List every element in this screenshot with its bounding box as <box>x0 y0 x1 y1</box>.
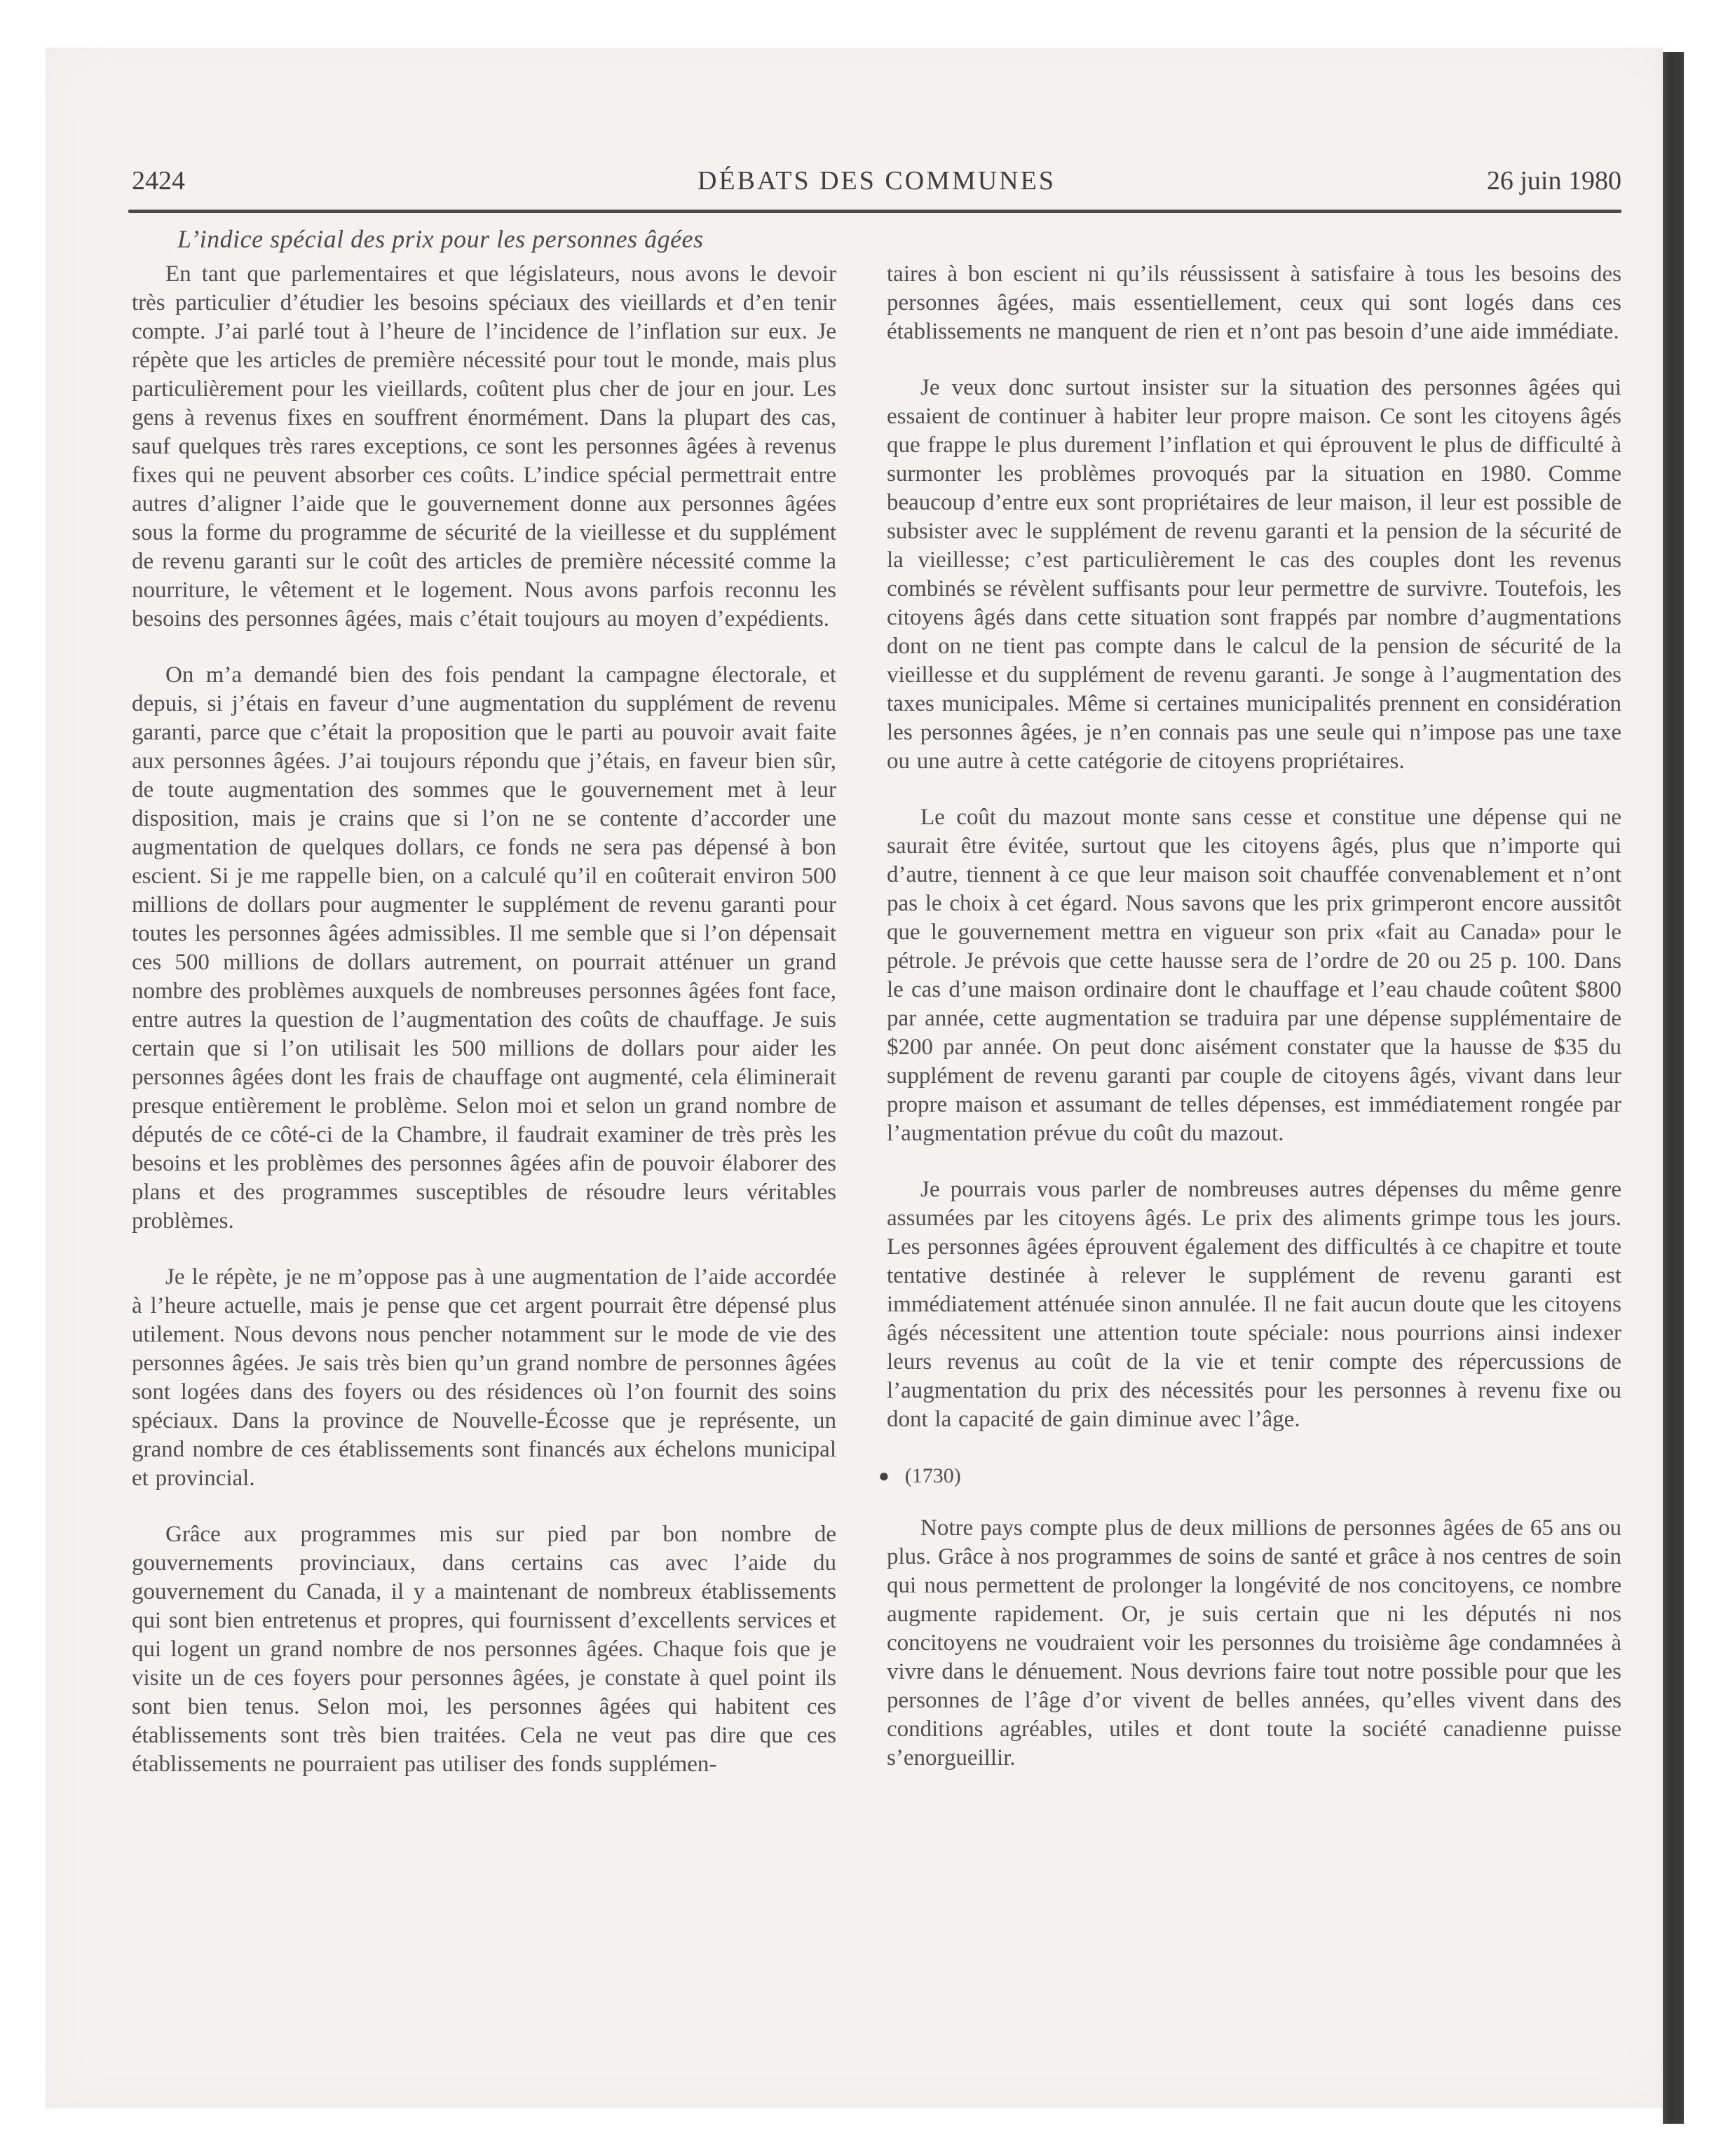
paragraph: taires à bon escient ni qu’ils réussissent à satisfaire à tous les besoins des personnes âgées, mais essentiellement, ceux qui sont logés dans ces établissements ne manquent de rien et n’ont pas besoin d’une aide immédiate. <box>887 261 1621 344</box>
paragraph: On m’a demandé bien des fois pendant la campagne électorale, et depuis, si j’étais en faveur d’une augmentation du supplément de revenu garanti, parce que c’était la proposition que le parti au pouvoir avait faite aux personnes âgées. J’ai toujours répondu que j’étais, en faveur bien sûr, de toute augmentation des sommes que le gouvernement met à leur disposition, mais je crains que si l’on ne se contente d’accorder une augmentation de quelques dollars, ce fonds ne sera pas dépensé à bon escient. Si je me rappelle bien, on a calculé qu’il en coûterait environ 500 millions de dollars pour augmenter le supplément de revenu garanti pour toutes les personnes âgées admissibles. Il me semble que si l’on dépensait ces 500 millions de dollars autrement, on pourrait atténuer un grand nombre des problèmes auxquels de nombreuses personnes âgées font face, entre autres la question de l’augmentation des coûts de chauffage. Je suis certain que si l’on utilisait les 500 millions de dollars pour aider les personnes âgées dont les frais de chauffage ont augmenté, cela éliminerait presque entièrement le problème. Selon moi et selon un grand nombre de députés de ce côté-ci de la Chambre, il faudrait examiner de très près les besoins et les problèmes des personnes âgées afin de pouvoir élaborer des plans et des programmes susceptibles de résoudre leurs véritables problèmes. <box>132 662 836 1234</box>
page-header <box>132 165 1621 207</box>
issue-date: 26 juin 1980 <box>1486 166 1621 196</box>
paragraph: Notre pays compte plus de deux millions de personnes âgées de 65 ans ou plus. Grâce à nos programmes de soins de santé et grâce à nos centres de soin qui nous permettent de prolonger la longévité de nos concitoyens, ce nombre augmente rapidement. Or, je suis certain que ni les députés ni nos concitoyens ne voudraient voir les personnes du troisième âge condamnées à vivre dans le dénuement. Nous devrions faire tout notre possible pour que les personnes de l’âge d’or vivent de belles années, qu’elles vivent dans des conditions agréables, utiles et dont toute la société canadienne puisse s’enorgueillir. <box>887 1515 1621 1770</box>
page-number: 2424 <box>132 166 185 196</box>
journal-title: DÉBATS DES COMMUNES <box>698 166 1056 196</box>
paragraph: Je le répète, je ne m’oppose pas à une augmentation de l’aide accordée à l’heure actuelle, mais je pense que cet argent pourrait être dépensé plus utilement. Nous devons nous pencher notamment sur le mode de vie des personnes âgées. Je sais très bien qu’un grand nombre de personnes âgées sont logées dans des foyers ou des résidences où l’on fournit des soins spéciaux. Dans la province de Nouvelle-Écosse que je représente, un grand nombre de ces établissements sont financés aux échelons municipal et provincial. <box>132 1264 836 1491</box>
paragraph: Je veux donc surtout insister sur la situation des personnes âgées qui essaient de continuer à habiter leur propre maison. Ce sont les citoyens âgés que frappe le plus durement l’inflation et qui éprouvent le plus de difficulté à surmonter les problèmes provoqués par la situation en 1980. Comme beaucoup d’entre eux sont propriétaires de leur maison, il leur est possible de subsister avec le supplément de revenu garanti et la pension de la sécurité de la vieillesse; c’est particulièrement le cas des couples dont les revenus combinés se révèlent suffisants pour leur permettre de survivre. Toutefois, les citoyens âgés dans cette situation sont frappés par nombre d’augmentations dont on ne tient pas compte dans le calcul de la pension de sécurité de la vieillesse et du supplément de revenu garanti. Je songe à l’augmentation des taxes municipales. Même si certaines municipalités prennent en considération les personnes âgées, je n’en connais pas une seule qui n’impose pas une taxe ou une autre à cette catégorie de citoyens propriétaires. <box>887 375 1621 774</box>
left-column <box>132 260 836 1806</box>
book-edge-shadow <box>1663 52 1684 2124</box>
document-page <box>46 48 1663 2108</box>
paragraph: En tant que parlementaires et que législateurs, nous avons le devoir très particulier d’étudier les besoins spéciaux des vieillards et d’en tenir compte. J’ai parlé tout à l’heure de l’incidence de l’inflation sur eux. Je répète que les articles de première nécessité pour tout le monde, mais plus particulièrement pour les vieillards, coûtent plus cher de jour en jour. Les gens à revenus fixes en souffrent énormément. Dans la plupart des cas, sauf quelques très rares exceptions, ce sont les personnes âgées à revenus fixes qui ne peuvent absorber ces coûts. L’indice spécial permettrait entre autres d’aligner l’aide que le gouvernement donne aux personnes âgées sous la forme du programme de sécurité de la vieillesse et du supplément de revenu garanti sur le coût des articles de première nécessité comme la nourriture, le vêtement et le logement. Nous avons parfois reconnu les besoins des personnes âgées, mais c’était toujours au moyen d’expédients. <box>132 261 836 632</box>
header-rule <box>128 210 1621 213</box>
right-column <box>878 260 1621 1800</box>
section-heading: L’indice spécial des prix pour les personnes âgées <box>177 225 704 253</box>
paragraph: Le coût du mazout monte sans cesse et constitue une dépense qui ne saurait être évitée, surtout que les citoyens âgés, plus que n’importe qui d’autre, tiennent à ce que leur maison soit chauffée convenablement et n’ont pas le choix à cet égard. Nous savons que les prix grimperont encore aussitôt que le gouvernement mettra en vigueur son prix «fait au Canada» pour le pétrole. Je prévois que cette hausse sera de l’ordre de 20 ou 25 p. 100. Dans le cas d’une maison ordinaire dont le chauffage et l’eau chaude coûtent $800 par année, cette augmentation se traduira par une dépense supplémentaire de $200 par année. On peut donc aisément constater que la hausse de $35 du supplément de revenu garanti par couple de citoyens âgés, vivant dans leur propre maison et assumant de telles dépenses, est immédiatement rongée par l’augmentation prévue du coût du mazout. <box>887 805 1621 1146</box>
timestamp-marker <box>878 1461 1621 1490</box>
paragraph: Je pourrais vous parler de nombreuses autres dépenses du même genre assumées par les citoyens âgés. Le prix des aliments grimpe tous les jours. Les personnes âgées éprouvent également des difficultés à ce chapitre et toute tentative destinée à relever le supplément de revenu garanti est immédiatement atténuée sinon annulée. Il ne fait aucun doute que les citoyens âgés nécessitent une attention toute spéciale: nous pourrions ainsi indexer leurs revenus au coût de la vie et tenir compte des répercussions de l’augmentation du prix des nécessités pour les personnes à revenu fixe ou dont la capacité de gain diminue avec l’âge. <box>887 1177 1621 1432</box>
bullet-icon: ● <box>878 1465 890 1486</box>
paragraph: Grâce aux programmes mis sur pied par bon nombre de gouvernements provinciaux, dans certains cas avec l’aide du gouvernement du Canada, il y a maintenant de nombreux établissements qui sont bien entretenus et propres, qui fournissent d’excellents services et qui logent un grand nombre de nos personnes âgées. Chaque fois que je visite un de ces foyers pour personnes âgées, je constate à quel point ils sont bien tenus. Selon moi, les personnes âgées qui habitent ces établissements sont très bien traitées. Cela ne veut pas dire que ces établissements ne pourraient pas utiliser des fonds supplémen- <box>132 1522 836 1777</box>
timestamp-text: (1730) <box>904 1464 961 1487</box>
